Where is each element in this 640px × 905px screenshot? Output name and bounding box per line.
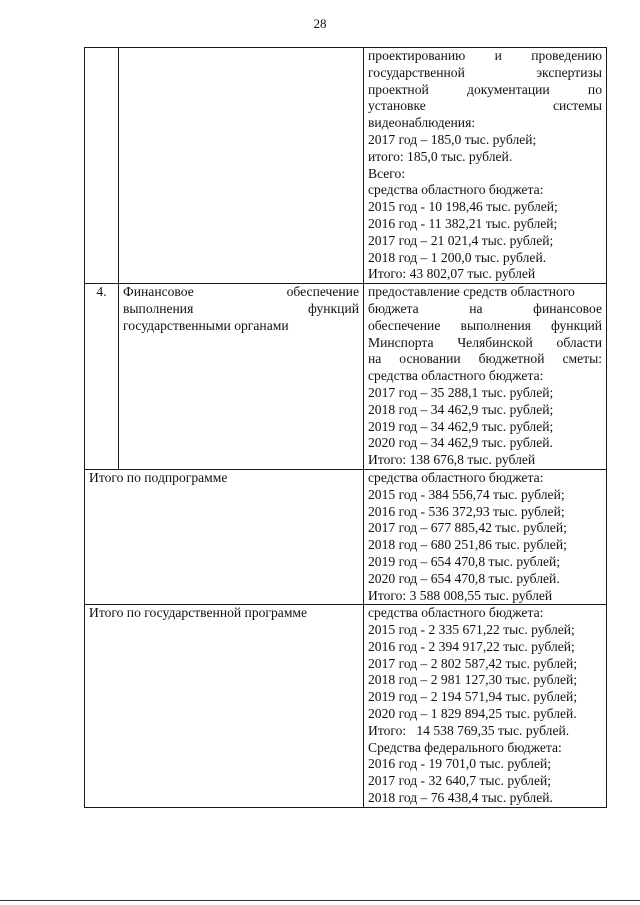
- funding-line: 2019 год – 2 194 571,94 тыс. рублей;: [368, 689, 578, 705]
- funding-line: проектной документации по: [368, 81, 602, 97]
- funding-line: 2017 год – 21 021,4 тыс. рублей;: [368, 232, 554, 248]
- funding-line: 2016 год - 11 382,21 тыс. рублей;: [368, 215, 558, 231]
- funding-line: 2020 год – 1 829 894,25 тыс. рублей.: [368, 706, 577, 722]
- funding-line: Итого: 3 588 008,55 тыс. рублей: [368, 587, 553, 603]
- funding-line: средства областного бюджета:: [368, 605, 544, 621]
- funding-line: 2019 год – 34 462,9 тыс. рублей;: [368, 418, 554, 434]
- funding-cell: [364, 469, 607, 604]
- funding-line: государственной экспертизы: [368, 64, 602, 80]
- row-name-line: выполнения функций: [123, 300, 359, 316]
- row-name-line: государственными органами: [123, 317, 289, 333]
- funding-line: 2016 год - 536 372,93 тыс. рублей;: [368, 503, 565, 519]
- funding-line: обеспечение выполнения функций: [368, 317, 602, 333]
- funding-line: Итого: 43 802,07 тыс. рублей: [368, 266, 536, 282]
- funding-line: Всего:: [368, 165, 406, 181]
- funding-line: итого: 185,0 тыс. рублей.: [368, 148, 513, 164]
- funding-line: Минспорта Челябинской области: [368, 334, 602, 350]
- table-row-subprogram-total: [85, 469, 607, 604]
- row-name-line: Финансовое обеспечение: [123, 284, 359, 300]
- total-label-cell: [85, 469, 364, 604]
- total-label-cell: [85, 605, 364, 808]
- funding-line: средства областного бюджета:: [368, 182, 544, 198]
- row-number: 4.: [96, 284, 107, 300]
- funding-line: 2018 год – 1 200,0 тыс. рублей.: [368, 249, 547, 265]
- funding-line: 2018 год – 34 462,9 тыс. рублей;: [368, 401, 554, 417]
- funding-line: средства областного бюджета:: [368, 469, 544, 485]
- funding-line: средства областного бюджета:: [368, 368, 544, 384]
- funding-line: 2017 год – 2 802 587,42 тыс. рублей;: [368, 655, 578, 671]
- funding-line: 2016 год - 2 394 917,22 тыс. рублей;: [368, 638, 575, 654]
- funding-line: 2015 год - 2 335 671,22 тыс. рублей;: [368, 622, 575, 638]
- funding-line: видеонаблюдения:: [368, 115, 476, 131]
- funding-line: на основании бюджетной сметы:: [368, 351, 602, 367]
- table-row-program-total: [85, 605, 607, 808]
- table-row-continuation: [85, 48, 607, 284]
- funding-line: Итого: 14 538 769,35 тыс. рублей.: [368, 722, 570, 738]
- page-bottom-rule: [0, 900, 640, 901]
- row-number-cell: [85, 48, 119, 284]
- total-label: Итого по государственной программе: [89, 605, 308, 621]
- funding-line: 2019 год – 654 470,8 тыс. рублей;: [368, 553, 561, 569]
- row-number-cell: [85, 284, 119, 470]
- funding-line: установке системы: [368, 98, 602, 114]
- funding-cell: [364, 605, 607, 808]
- program-table: [84, 47, 607, 808]
- funding-line: Итого: 138 676,8 тыс. рублей: [368, 452, 536, 468]
- funding-line: 2017 год - 32 640,7 тыс. рублей;: [368, 773, 552, 789]
- funding-line: бюджета на финансовое: [368, 300, 602, 316]
- funding-line: 2018 год – 76 438,4 тыс. рублей.: [368, 790, 553, 806]
- funding-cell: [364, 48, 607, 284]
- funding-line: 2018 год – 680 251,86 тыс. рублей;: [368, 537, 567, 553]
- funding-line: 2020 год – 34 462,9 тыс. рублей.: [368, 435, 553, 451]
- funding-line: 2017 год – 35 288,1 тыс. рублей;: [368, 384, 554, 400]
- funding-line: 2016 год - 19 701,0 тыс. рублей;: [368, 756, 552, 772]
- funding-cell: [364, 284, 607, 470]
- row-name-cell: [119, 284, 364, 470]
- funding-line: предоставление средств областного: [368, 284, 575, 300]
- funding-line: 2018 год – 2 981 127,30 тыс. рублей;: [368, 672, 578, 688]
- total-label: Итого по подпрограмме: [89, 469, 228, 485]
- funding-line: проектированию и проведению: [368, 48, 602, 63]
- funding-line: 2015 год - 10 198,46 тыс. рублей;: [368, 199, 558, 215]
- funding-line: 2017 год – 677 885,42 тыс. рублей;: [368, 520, 567, 536]
- funding-line: 2020 год – 654 470,8 тыс. рублей.: [368, 570, 560, 586]
- table-row-4: [85, 284, 607, 470]
- funding-line: 2015 год - 384 556,74 тыс. рублей;: [368, 486, 565, 502]
- row-name-cell: [119, 48, 364, 284]
- funding-line: 2017 год – 185,0 тыс. рублей;: [368, 131, 537, 147]
- funding-line: Средства федерального бюджета:: [368, 739, 562, 755]
- page-number: 28: [313, 16, 327, 31]
